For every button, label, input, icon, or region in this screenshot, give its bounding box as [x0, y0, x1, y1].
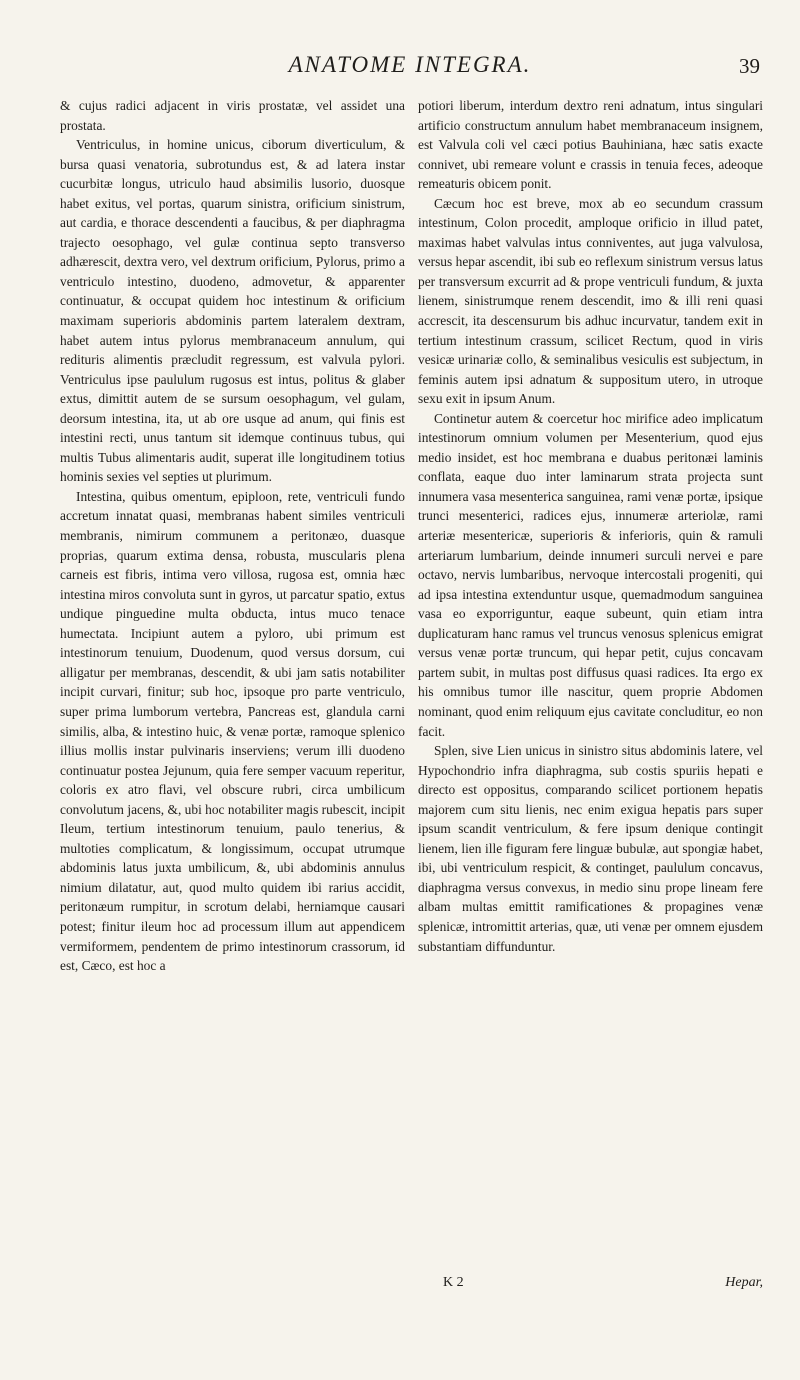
signature-mark: K 2 — [443, 1275, 464, 1290]
catchword: Hepar, — [725, 1275, 763, 1290]
paragraph-mesenterium: Continetur autem & coercetur hoc mirifice adeo implicatum intestinorum omnium volumen per Mesenterium, quod ejus medio insidet, est hoc membrana e duabus peritonæi laminis conflata, eaque duo inter laminarum strata projecta sunt innumera vasa mesenterica sanguinea, rami venæ portæ, ipsique trunci mesenterici, radices ejus, innumeræ arteriolæ, rami arteriæ mesentericæ, superioris & inferioris, quin & ramuli arteriarum lumbarium, deinde innumeri surculi nervei e pare octavo, nervis lumbaribus, nervoque intercostali progeniti, qui ad ipsa intestina extenduntur usque, quemadmodum sanguinea vasa eo exporriguntur, eaque subeunt, quin etiam intra duplicaturam hanc ramus vel truncus venosus splenicus emigrat versus venæ portæ truncum, qui hepar petit, cujus concavam partem subit, in multas post diffusus quasi radices. Ita ergo ex his omnibus tumor ille nascitur, quem proprie Abdomen nominant, quod enim reliquum ejus cavitate concluditur, eo non facit. — [418, 410, 763, 739]
paragraph-intestina: Intestina, quibus omentum, epiploon, rete, ventriculi fundo accretum innatat quasi, membranas habent similes ventriculi membranis, nimirum communem a peritonæo, duasque proprias, quarum extima densa, robusta, muscularis plena carneis est fibris, intima vero villosa, rugosa est, omnia hæc intestina miros convoluta sunt in gyros, ut parcatur spatio, extus undique pinguedine multa obducta, intus muco tenace humectata. Incipiunt autem a pyloro, ubi primum est intestinorum tenuium, Duodenum, quod versus dorsum, cui alligatur per membranas, descendit, & ubi jam satis notabiliter incipit curvari, finitur; sub hoc, ipsoque pro parte ventriculo, super prima lumborum vertebra, Pancreas est, glandula carni similis, alba, & intestino huic, & venæ portæ, ramoque splenico illius mollis instar pulvinaris inserviens; verum illi duodeno continuatur postea Jejunum, quia fere semper vacuum reperitur, coloris ex atro flavi, vel obscure rubri, circa umbilicum convolutum jacens, &, ubi hoc notabiliter magis rubescit, incipit Ileum, tertium intestinorum tenuium, paulo tenerius, & multoties complicatum, & longissimum, occupat utrumque abdominis latus juxta umbilicum, &, ubi abdominis annulus nimium dilatatur, aut, quod multo quidem ibi rarius accidit, peritonæum rumpitur, in scrotum delabi, herniamque causari potest; finitur ileum hoc ad processum illum aut appendicem vermiformem, pendentem de primo intestinorum crassorum, id est, Cæco, est hoc a — [60, 488, 405, 974]
running-head: ANATOME INTEGRA. — [288, 52, 532, 77]
page-header — [60, 48, 760, 84]
paragraph-prostata: & cujus radici adjacent in viris prostatæ, vel assidet una prostata. — [60, 98, 405, 133]
paragraph-ventriculus: Ventriculus, in homine unicus, ciborum diverticulum, & bursa quasi venatoria, subrotundus est, & ad latera instar cucurbitæ longus, utriculo haud absimilis lusorio, duosque habet exitus, vel portas, quarum sinistra, orificium sinistrum, aut cardia, e thorace descendenti a faucibus, & per diaphragma trajecto oesophago, vel gulæ continua septo transverso adhærescit, dextra vero, vel dextrum orificium, Pylorus, primo a ventriculo intestino, duodeno, admovetur, & apparenter continuatur, & occupat quidem hoc intestinum & orificium maximam superioris abdominis partem lateralem dextram, habet autem intus pylorus membranaceum annulum, qui redituris alimentis præcludit regressum, est valvula pylori. Ventriculus ipse paululum rugosus est intus, politus & glaber extus, dimittit autem de se sursum oesophagum, vel gulam, deorsum intestina, ita, ut ab ore usque ad anum, qui finis est intestini recti, unus tantum sit idemque continuus tubus, qui multis Tubus alimentaris audit, superat ille longitudinem totius hominis sexies vel septies ut plurimum. — [60, 137, 405, 485]
paragraph-splen: Splen, sive Lien unicus in sinistro situs abdominis latere, vel Hypochondrio infra diaphragma, sub costis spuriis hepati e directo est oppositus, comparando scilicet portionem hepatis majorem cum situ lienis, nec enim exigua hepatis pars super ipsum scandit ventriculum, & fere ipsum denique contingit lienem, lien ille figuram fere linguæ bubulæ, aut spongiæ habet, ibi, ubi ventriculum respicit, & continget, paululum concavus, diaphragma versus convexus, in medio sinu prope lineam fere albam multas emittit ramificationes & propagines venæ splenicæ, intromittit arterias, quæ, uti venæ per omnem ejusdem substantiam diffunduntur. — [418, 743, 763, 954]
page-number: 39 — [739, 54, 760, 78]
paragraph-valvula-coli: potiori liberum, interdum dextro reni adnatum, intus singulari artificio constructum annulum habet membranaceum insignem, est Valvula coli vel cæci potius Bauhiniana, hæc satis exacte connivet, ubi remeare volunt e crassis in tenuia feces, adeoque remeaturis obicem ponit. — [418, 98, 763, 192]
page-footer — [418, 1275, 763, 1297]
paragraph-caecum-colon: Cæcum hoc est breve, mox ab eo secundum crassum intestinum, Colon procedit, amploque orificio in illud patet, maximas habet valvulas intus conniventes, aut juga valvulosa, versus hepar ascendit, ibi sub eo reflexum sinistrum versus latus per transversum excurrit ad & prope ventriculi fundum, & juxta lienem, sinistrumque renem descendit, imo & illi reni quasi accrescit, ita descensurum bis adhuc incurvatur, tandem exit in tertium intestinum crassum, scilicet Rectum, quod in viris vesicæ urinariæ collo, & seminalibus vesiculis est subjectum, in feminis autem ipsi adnatum & suppositum utero, in utroque sexu exit in ipsum Anum. — [418, 195, 763, 407]
left-column — [60, 96, 405, 976]
right-column — [418, 96, 763, 956]
